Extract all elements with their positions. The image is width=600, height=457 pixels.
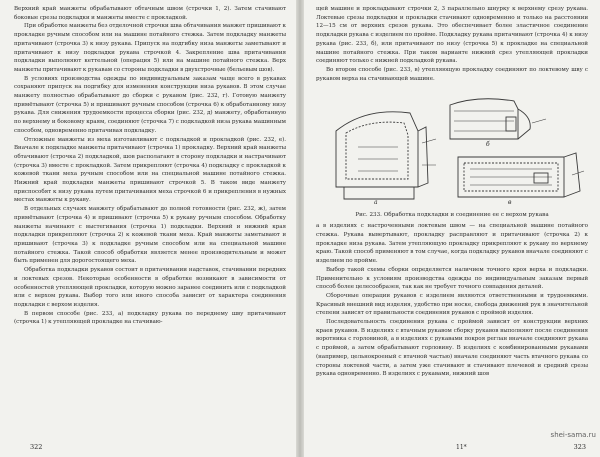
left-page (0, 0, 296, 457)
right-page-text-top (316, 5, 588, 83)
paragraph: Выбор такой схемы сборки определяется наличием точного кроя верха и подкладки. Применительно к условиям производства одежды по индивидуальным заказам первый способ более целесообразен, так как не требует точного совпадения деталей. (316, 266, 588, 291)
figure-label-c: в (508, 199, 512, 207)
paragraph: Отложные манжеты из меха изготавливают с подкладкой и прокладкой (рис. 232, е). Вначале к подкладке манжеты притачивают (строчка 1) прокладку. Верхний край манжеты обтачивают (строчка 2) подкладкой, шов располагают в сторону подкладки и настрачивают (строчка 3) вместе с прокладкой. Затем прикрепляют (строчка 4) подкладку с прокладкой к кожевой ткани меха ручным способом или на специальной машине потайного стежка. Нижний край подкладки манжеты пришивают строчкой 5. В таком виде манжету приспособят к низу рукава путем притачивания меха строчкой 6 и прикрепления в нужных местах манжеты к рукаву. (14, 136, 286, 204)
paragraph: Обработка подкладки рукавов состоит в притачивании надставок, стачивании передних и локтевых срезов. Некоторые особенности в обработке возникают в зависимости от особенностей утепляющей прокладки, которую можно заранее соединить или с подкладкой или с верхом рукава. Выбор того или иного способа зависит от характера соединения подкладки с верхом изделия. (14, 267, 286, 308)
figure-label-a: а (374, 199, 378, 207)
paragraph: Сборочные операции рукавов с изделием являются ответственными и трудоемкими. Красивый внешний вид изделия, удобство при носке, свобода движений рук в значительной степени зависят от правильности соединения рукавов с проймой изделия. (316, 292, 588, 317)
right-page-text-bottom (316, 222, 588, 379)
printer-signature: 11* (456, 444, 467, 451)
paragraph: В первом способе (рис. 233, а) подкладку рукава по переднему шву притачивают (строчка 1) к утепляющей прокладке на стачиваю- (14, 310, 286, 326)
paragraph: При обработке манжеты без отделочной строчки шва обтачивания манжет пришивают к прокладке ручным способом или на машине потайного стежка. Затем подкладку манжеты притачивают (строчка 3) к низу рукава. Припуск на подгибку низа манжеты заметывают и притачивают к низу подкладки рукава строчкой 4. Закрепление шва притачивания подкладки выполняют кеттельной (операция 5) или на машине потайного стежка. Верх манжеты притачивают к рукавам со стороны подкладки в двухстрочные (бельевым шов). (14, 23, 286, 73)
paragraph: В отдельных случаях манжету обрабатывают до полной готовности (рис. 232, ж), затем примётывают (строчка 4) и пришивают (строчка 5) к рукаву ручным способом. Обработку манжеты начинают с выстегивания (строчка 1) подкладки. Верхний и нижний края подкладки прикрепляют (строчка 2) к кожевой ткани меха. Край манжеты заметывают и пришивают (строчка 3) к подкладке ручным способом или на специальной машине потайного стежка. Такой способ обработки является менее производительным и может быть применен для дорогостоящего меха. (14, 206, 286, 265)
sleeve-lining-drawing (318, 87, 590, 209)
right-page (304, 0, 600, 457)
page-number-left: 322 (30, 443, 43, 451)
paragraph: Последовательность соединения рукава с проймой зависит от конструкции верхних краев рукавов. В изделиях с втачным рукавом сборку рукавов выполняют после соединения воротника с горловиной, а в изделиях с рукавами покроя реглан вначале соединяют рукава с проймой, а затем обрабатывают горловину. В изделиях с комбинированными рукавами (например, цельнокроеный с втачной частью) вначале соединяют часть втачного рукава со стороны локтевой части, а затем уже стачивают и стачивают плечевой и средний срезы рукава одновременно. В изделиях с рукавами, нижний шов (316, 319, 588, 378)
figure-label-b: б (486, 141, 490, 149)
paragraph: Во втором способе (рис. 233, в) утепляющую прокладку соединяют по локтевому шву с рукавом верха на стачивающей машине. (316, 66, 588, 82)
site-watermark: shei-sama.ru (550, 431, 596, 439)
paragraph: Верхний край манжеты обрабатывают обтачным швом (строчки 1, 2). Затем стачивают боковые срезы подкладки и манжеты вместе с прокладкой. (14, 6, 286, 21)
page-number-right: 323 (573, 443, 586, 451)
left-page-text (14, 5, 286, 327)
book-gutter (296, 0, 304, 457)
paragraph: В условиях производства одежды по индивидуальным заказам чаще всего в рукавах сохраняют припуск на подгибку для изменения конструкции низа рукавов. В этом случае манжету полностью обрабатывают до сборки с рукавом (рис. 232, г). Готовую манжету примётывают (строчка 5) и пришивают ручным способом (строчка 6) к обработанному низу рукава. Для снижения трудоемкости процесса сборки (рис. 232, д) манжету, обработанную по верхнему и боковому краям, соединяют (строчка 7) с подкладкой низа рукава машинным способом, одновременно притачивая подкладку. (14, 75, 286, 134)
figure-caption: Рис. 233. Обработка подкладки и соединение ее с верхом рукава (355, 212, 549, 219)
paragraph: а в изделиях с настроченными локтевым швом — на специальной машине потайного стежка. Рукава вывертывают, прокладку расправляют и притачивают (строчка 2) к прокладке низа рукава. Затем утепляющую прокладку прикрепляют к рукаву по верхнему краю. Такой способ применяют в том случае, когда подкладку рукавов вначале соединяют с изделием по пройме. (316, 223, 588, 265)
paragraph: щей машине и прокладывают строчки 2, 3 параллельно шнурку к верхнему срезу рукава. Локтевые срезы подкладки и прокладки стачивают одновременно и только на расстоянии 12—15 см от верхних срезов рукава. Это обеспечивает более эластичное соединение подкладки рукава с изделием по пройме. Подкладку рукава притачивают (строчка 4) к низу рукава (рис. 233, б), или притачивают по низу (строчка 5) к прокладке на специальной машине потайного стежка. При таком варианте нижний срез утепляющей прокладки соединяют только с нижней подкладкой рукава. (316, 6, 588, 65)
figure-233 (318, 87, 590, 209)
